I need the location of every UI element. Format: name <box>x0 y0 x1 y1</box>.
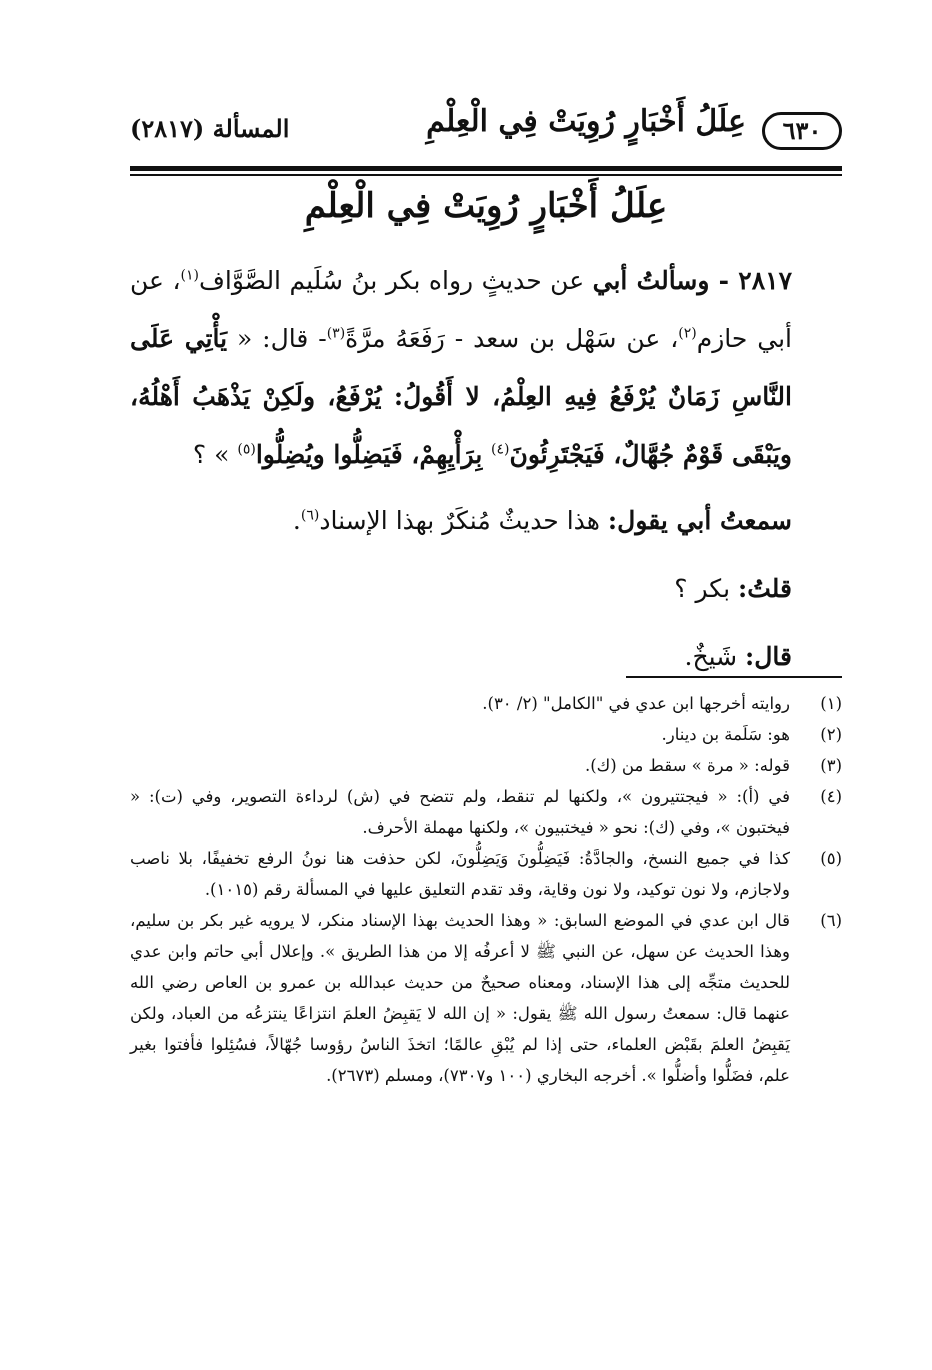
footnotes <box>130 688 842 1091</box>
follow-up-question <box>130 558 842 620</box>
header-rule-thick <box>130 166 842 171</box>
footnote-text: هو: سَلَمة بن دينار. <box>661 725 790 744</box>
answer-text: هذا حديثٌ مُنكَرٌ بهذا الإسناد <box>319 506 608 535</box>
footnote-ref-4: (٤) <box>490 441 510 458</box>
footnote-item <box>130 905 842 1091</box>
question-number-lead: ٢٨١٧ - وسألتُ أبي <box>592 266 793 295</box>
isnad-text-c: ، عن سَهْل بن سعد - رَفَعَهُ مرَّةً <box>345 324 679 353</box>
footnote-text: في (أ): « فيجتتيرون »، ولكنها لم تنقط، ولم تتضح في (ش) لرداءة التصوير، وفي (ت): « فيختبون »، وفي (ك): نحو « فيختبيون »، ولكنها مهملة الأحرف. <box>130 787 790 837</box>
follow-up-answer <box>130 626 842 688</box>
follow-up-answer-text: شَيخٌ. <box>684 642 746 671</box>
footnote-number: (١) <box>820 694 842 713</box>
hadith-text-a: يَأْتِي عَلَى النَّاسِ زَمَانٌ يُرْفَعُ فِيهِ العِلْمُ، لا أَقُولُ: يُرْفَعُ، ولَكِنْ يَذْهَبُ أَهْلُهُ، ويَبْقَى قَوْمٌ جُهَّالٌ، فَيَجْتَرِئُونَ <box>130 324 792 469</box>
footnote-item <box>130 843 842 905</box>
footnote-text: قال ابن عدي في الموضع السابق: « وهذا الحديث بهذا الإسناد منكر، لا يرويه غير بكر بن سليم، وهذا الحديث عن سهل، عن النبي ﷺ لا أعرفُه إلا من هذا الطريق ». وإعلال أبي حاتم وابن عدي للحديث متجِّه إلى هذا الإسناد، ومعناه صحيحٌ من حديث عبدالله بن عمرو بن العاص رضي الله عنهما قال: سمعتُ رسول الله ﷺ يقول: « إن الله لا يَقبِضُ العلمَ انتزاعًا ينتزعُه من العباد، ولكن يَقبِضُ العلمَ بقَبْض العلماء، حتى إذا لم يُبْقِ عالمًا؛ اتخذَ الناسُ رؤوسا جُهّالاً، فسُئِلوا فأفتوا بغير علم، فضَلُّوا وأضلُّوا ». أخرجه البخاري (١٠٠ و٧٣٠٧)، ومسلم (٢٦٧٣). <box>130 911 790 1085</box>
hadith-text-b: بِرَأْيِهِمْ، فَيَضِلُّوا ويُضِلُّوا <box>255 440 491 469</box>
footnote-ref-5: (٥) <box>237 441 256 458</box>
isnad-text-b: ، عن أبي حازم <box>130 266 793 353</box>
footnote-number: (٥) <box>820 849 842 868</box>
header-rule-thin <box>130 174 842 176</box>
chapter-title: عِلَلُ أَخْبَارٍ رُوِيَتْ فِي الْعِلْمِ <box>304 186 668 226</box>
question-end: » ؟ <box>192 440 238 469</box>
footnote-item <box>130 781 842 843</box>
footnote-text: كذا في جميع النسخ، والجادَّةُ: فَيَضِلُّونَ وَيَضِلُّونَ، لكن حذفت هنا نونُ الرفع تخفيفًا، بلا ناصب ولاجازم، ولا نون توكيد، ولا نون وقاية، وقد تقدم التعليق عليها في المسألة رقم (١٠١٥). <box>130 849 790 899</box>
follow-up-lead: قلتُ: <box>737 574 792 603</box>
footnote-ref-2: (٢) <box>678 325 697 342</box>
page-header <box>130 98 842 160</box>
footnote-number: (٤) <box>820 787 842 806</box>
footnote-item <box>130 719 842 750</box>
isnad-text-a: عن حديثٍ رواه بكر بنُ سُلَيم الصَّوَّاف <box>198 266 593 295</box>
footnote-ref-1: (١) <box>180 267 199 284</box>
issue-reference: المسألة (٢٨١٧) <box>130 114 290 143</box>
answer-lead: سمعتُ أبي يقول: <box>607 506 792 535</box>
footnote-text: روايته أخرجها ابن عدي في "الكامل" (٢/ ٣٠). <box>482 694 790 713</box>
running-title: عِلَلُ أَخْبَارٍ رُوِيَتْ فِي الْعِلْمِ <box>426 104 746 139</box>
answer-end: . <box>292 506 301 535</box>
follow-up-answer-lead: قال: <box>745 642 792 671</box>
isnad-text-d: - قال: « <box>227 324 327 353</box>
footnote-item <box>130 750 842 781</box>
page-number-badge: ٦٣٠ <box>762 112 842 150</box>
question-paragraph <box>130 252 842 484</box>
footnote-number: (٢) <box>820 725 842 744</box>
footnote-ref-6: (٦) <box>300 507 320 524</box>
footnote-text: قوله: « مرة » سقط من (ك). <box>584 756 790 775</box>
footnote-item <box>130 688 842 719</box>
follow-up-text: بكر ؟ <box>674 574 738 603</box>
main-text <box>130 252 842 688</box>
footnote-separator <box>626 676 842 678</box>
footnote-number: (٦) <box>820 911 842 930</box>
footnote-ref-3: (٣) <box>326 325 346 342</box>
answer-paragraph <box>130 490 842 552</box>
footnote-number: (٣) <box>820 756 842 775</box>
